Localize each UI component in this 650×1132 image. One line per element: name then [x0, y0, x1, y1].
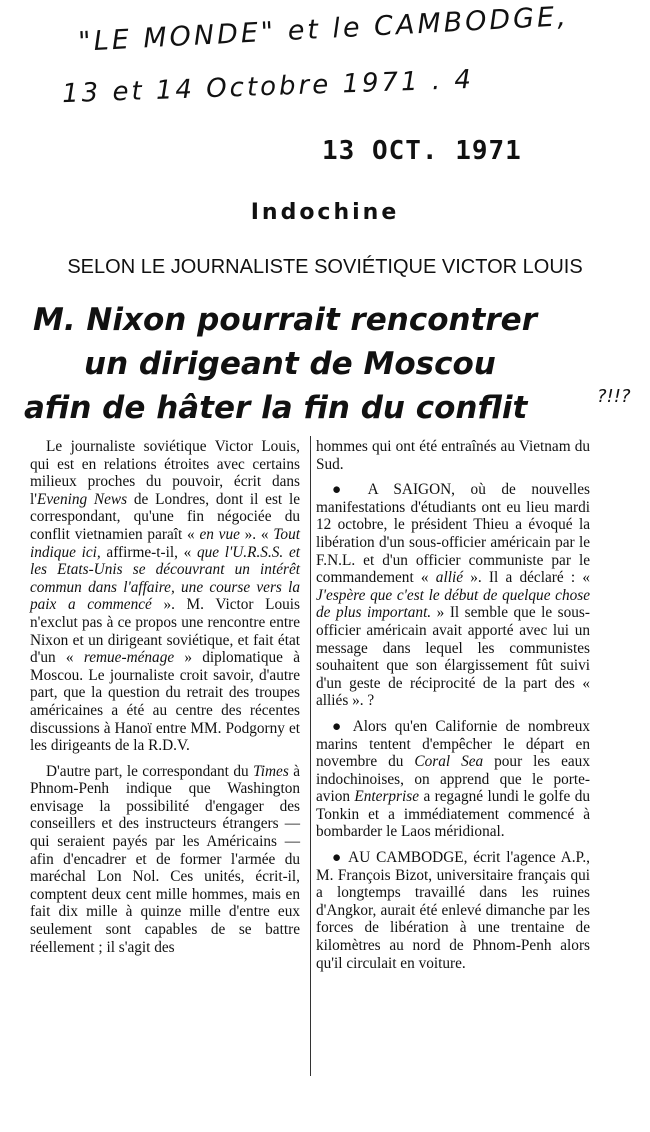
paragraph-california: ● Alors qu'en Californie de nombreux marins tentent d'empêcher le départ en novembre du Coral Sea pour les eaux indochinoises, on apprend que le porte-avion Enterprise a regagné lundi le golfe du Tonkin et a immédiatement commencé à bombarder le Laos méridional. — [316, 717, 590, 841]
column-divider — [310, 436, 311, 1076]
headline-line-3: afin de hâter la fin du conflit — [24, 390, 528, 426]
section-rubric: Indochine — [250, 200, 400, 225]
headline-line-2: un dirigeant de Moscou — [84, 346, 496, 382]
paragraph-saigon: ● A SAIGON, où de nouvelles manifestations d'étudiants ont eu lieu mardi 12 octobre, le président Thieu a évoqué la libération d'un sous-officier américain par le F.N.L. et d'un officier communiste par le commandement « allié ». Il a déclaré : « J'espère que c'est le début de quelque chose de plus important. » Il semble que le sous-officier américain avait apporté avec lui un message dans lequel les communistes souhaitent que son élargissement fût suivi d'un geste de réciprocité de la part des « alliés ». ? — [316, 481, 590, 710]
handwritten-date: 13 et 14 Octobre 1971 . 4 — [61, 64, 475, 110]
headline-line-1: M. Nixon pourrait rencontrer — [33, 302, 537, 338]
article-column-left — [30, 438, 300, 956]
paragraph-cambodge: ● AU CAMBODGE, écrit l'agence A.P., M. François Bizot, universitaire français qui a longtemps travaillé dans les ruines d'Angkor, aurait été enlevé dimanche par les forces de libération à une trentaine de kilomètres au nord de Phnom-Penh alors qu'il circulait en voiture. — [316, 849, 590, 972]
paragraph-victor-louis: Le journaliste soviétique Victor Louis, qui est en relations étroites avec certains milieux proches du pouvoir, écrit dans l'Evening News de Londres, dont il est le correspondant, qu'une fin négociée du conflit vietnamien paraît « en vue ». « Tout indique ici, affirme-t-il, « que l'U.R.S.S. et les Etats-Unis se découvrant un intérêt commun dans l'affaire, une course vers la paix a commencé ». M. Victor Louis n'exclut pas à ce propos une rencontre entre Nixon et un dirigeant soviétique, et fait état d'un « remue-ménage » diplomatique à Moscou. Le journaliste croit savoir, d'autre part, que la question du retrait des troupes américaines a été au centre des récentes discussions à Hanoï entre MM. Podgorny et les dirigeants de la R.D.V. — [30, 438, 301, 755]
date-stamp: 13 OCT. 1971 — [322, 136, 522, 166]
paragraph-times-correspondent: D'autre part, le correspondant du Times à Phnom-Penh indique que Washington envisage la possibilité d'engager des conseillers et des instructeurs étrangers — qui seraient payés par les Américains — afin d'encadrer et de former l'armée du maréchal Lon Nol. Ces unités, écrit-il, comptent deux cent mille hommes, mais en fait dix mille à quinze mille d'entre eux seulement sont capables de se battre réellement ; il s'agit des — [30, 762, 300, 956]
article-column-right — [316, 438, 590, 972]
margin-question-note: ?!!? — [597, 386, 631, 407]
handwritten-title: "LE MONDE" et le CAMBODGE, — [77, 1, 570, 58]
article-kicker: SELON LE JOURNALISTE SOVIÉTIQUE VICTOR LOUIS — [67, 256, 583, 278]
paragraph-continuation: hommes qui ont été entraînés au Vietnam du Sud. — [316, 438, 590, 473]
